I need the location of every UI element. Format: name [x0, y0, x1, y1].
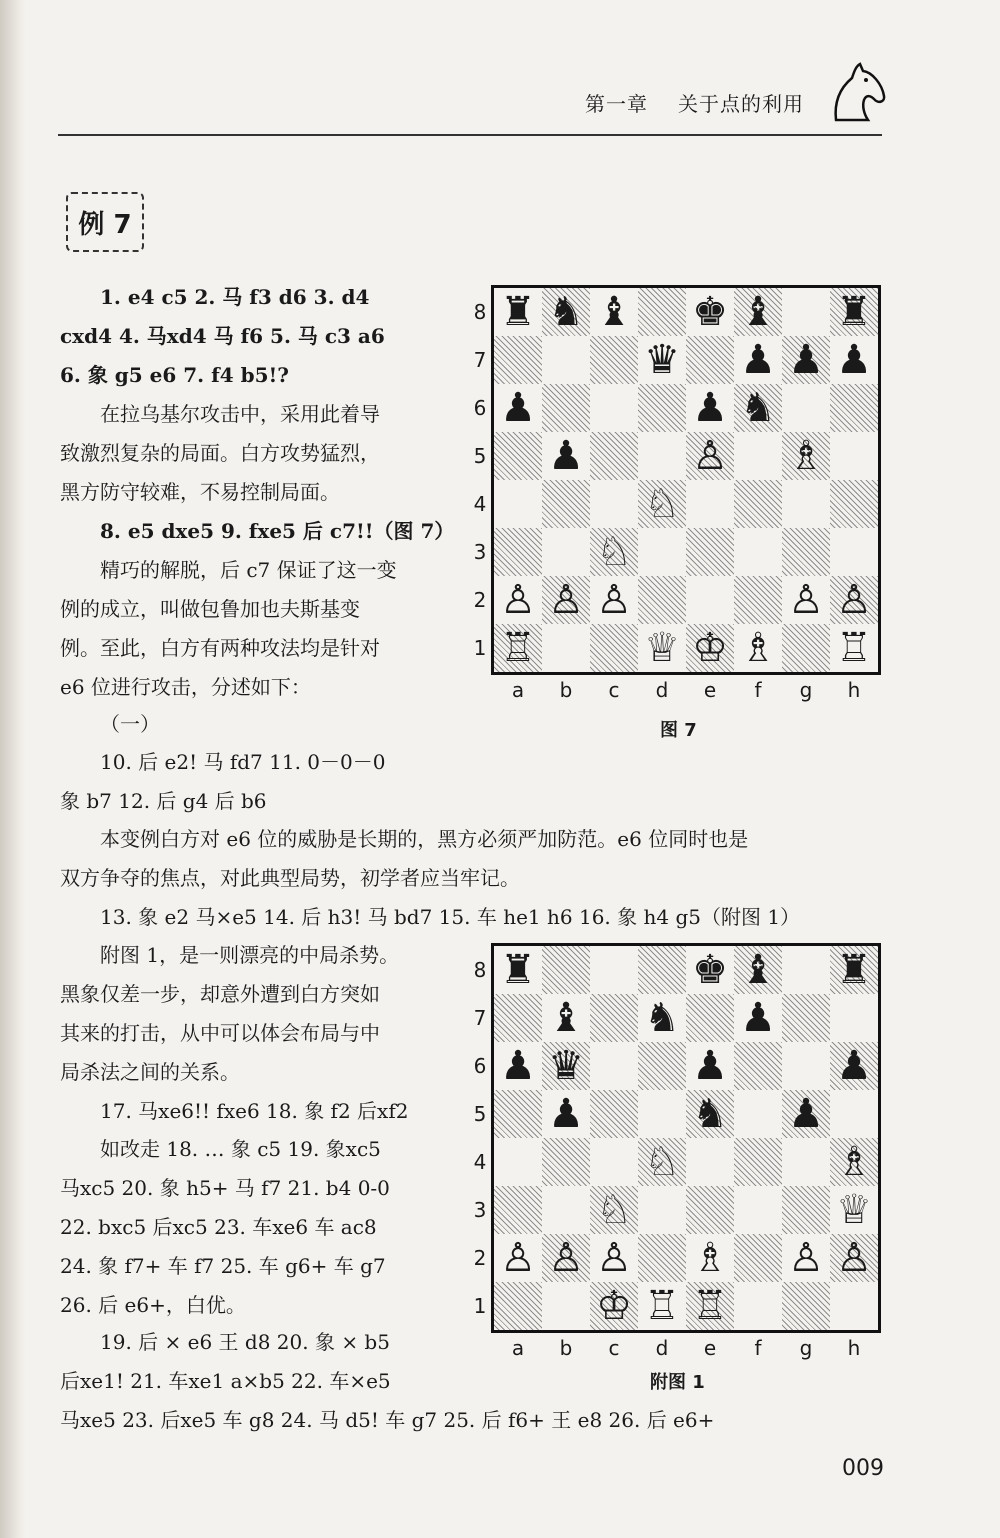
white-rook-icon: ♖ [500, 625, 536, 671]
text-line: 13. 象 e2 马×e5 14. 后 h3! 马 bd7 15. 车 he1 h6 16. 象 h4 g5（附图 1） [100, 905, 801, 929]
board-square [782, 1138, 830, 1186]
black-rook-icon: ♜ [500, 947, 536, 993]
board-square [686, 336, 734, 384]
board-square [830, 528, 878, 576]
text-line: 精巧的解脱，后 c7 保证了这一变 [100, 558, 397, 582]
white-bishop-icon: ♗ [692, 1235, 728, 1281]
text-line: 局杀法之间的关系。 [60, 1060, 240, 1084]
black-king-icon: ♚ [692, 947, 728, 993]
text-line: 本变例白方对 e6 位的威胁是长期的，黑方必须严加防范。e6 位同时也是 [100, 827, 749, 851]
black-pawn-icon: ♟ [692, 1043, 728, 1089]
file-label: a [511, 1336, 525, 1360]
board-square [686, 994, 734, 1042]
board-square [638, 1186, 686, 1234]
white-rook-icon: ♖ [836, 625, 872, 671]
board-square [782, 624, 830, 672]
black-pawn-icon: ♟ [788, 337, 824, 383]
board-square [638, 288, 686, 336]
board-square [734, 1186, 782, 1234]
board-square [734, 1090, 782, 1138]
black-rook-icon: ♜ [500, 289, 536, 335]
white-bishop-icon: ♗ [740, 625, 776, 671]
white-pawn-icon: ♙ [836, 577, 872, 623]
rank-label: 1 [473, 636, 487, 660]
board-square [734, 1234, 782, 1282]
rank-label: 6 [473, 1054, 487, 1078]
chapter-title: 关于点的利用 [678, 92, 804, 116]
board-square [686, 528, 734, 576]
rank-label: 8 [473, 958, 487, 982]
white-pawn-icon: ♙ [596, 577, 632, 623]
file-label: e [703, 1336, 717, 1360]
white-pawn-icon: ♙ [596, 1235, 632, 1281]
rank-label: 3 [473, 540, 487, 564]
white-knight-icon: ♘ [596, 1187, 632, 1233]
white-rook-icon: ♖ [644, 1283, 680, 1329]
black-knight-icon: ♞ [644, 995, 680, 1041]
board-square [590, 1090, 638, 1138]
black-bishop-icon: ♝ [740, 289, 776, 335]
text-line: （一） [100, 712, 160, 736]
board-square [830, 994, 878, 1042]
board-square [590, 384, 638, 432]
board-square [734, 432, 782, 480]
text-line: 致激烈复杂的局面。白方攻势猛烈， [60, 441, 380, 465]
text-line: 6. 象 g5 e6 7. f4 b5!? [60, 363, 289, 387]
board-square [590, 624, 638, 672]
board-square [542, 384, 590, 432]
board-square [830, 384, 878, 432]
rank-label: 6 [473, 396, 487, 420]
file-label: h [847, 678, 861, 702]
board-square [494, 336, 542, 384]
board-square [638, 1234, 686, 1282]
black-pawn-icon: ♟ [500, 1043, 536, 1089]
black-queen-icon: ♛ [644, 337, 680, 383]
text-line: 马xe5 23. 后xe5 车 g8 24. 马 d5! 车 g7 25. 后 f6+ 王 e8 26. 后 e6+ [60, 1408, 715, 1432]
white-bishop-icon: ♗ [836, 1139, 872, 1185]
file-label: g [799, 678, 813, 702]
white-pawn-icon: ♙ [500, 577, 536, 623]
text-line: 如改走 18. … 象 c5 19. 象xc5 [100, 1137, 381, 1161]
board-square [830, 480, 878, 528]
white-pawn-icon: ♙ [692, 433, 728, 479]
rank-label: 7 [473, 348, 487, 372]
board-square [494, 1186, 542, 1234]
rank-label: 3 [473, 1198, 487, 1222]
white-pawn-icon: ♙ [548, 1235, 584, 1281]
diagram-caption-7: 图 7 [660, 720, 697, 741]
board-square [542, 336, 590, 384]
board-square [542, 946, 590, 994]
board-square [734, 1042, 782, 1090]
board-square [542, 480, 590, 528]
board-square [590, 432, 638, 480]
board-square [638, 576, 686, 624]
white-queen-icon: ♕ [836, 1187, 872, 1233]
rank-label: 1 [473, 1294, 487, 1318]
file-label: h [847, 1336, 861, 1360]
text-line: 其来的打击，从中可以体会布局与中 [60, 1021, 380, 1045]
rank-label: 2 [473, 1246, 487, 1270]
white-queen-icon: ♕ [644, 625, 680, 671]
white-pawn-icon: ♙ [500, 1235, 536, 1281]
rank-label: 2 [473, 588, 487, 612]
rank-label: 4 [473, 492, 487, 516]
running-header [585, 88, 804, 117]
white-king-icon: ♔ [692, 625, 728, 671]
black-pawn-icon: ♟ [740, 337, 776, 383]
black-bishop-icon: ♝ [548, 995, 584, 1041]
rank-label: 7 [473, 1006, 487, 1030]
board-square [590, 994, 638, 1042]
file-label: d [655, 678, 669, 702]
board-square [638, 946, 686, 994]
text-line: 22. bxc5 后xc5 23. 车xe6 车 ac8 [60, 1215, 377, 1239]
board-square [494, 1138, 542, 1186]
white-pawn-icon: ♙ [788, 1235, 824, 1281]
board-square [590, 480, 638, 528]
black-king-icon: ♚ [692, 289, 728, 335]
board-square [542, 528, 590, 576]
board-square [542, 1138, 590, 1186]
board-square [782, 1282, 830, 1330]
text-line: 19. 后 × e6 王 d8 20. 象 × b5 [100, 1330, 390, 1354]
board-square [830, 1282, 878, 1330]
rank-label: 5 [473, 1102, 487, 1126]
board-square [542, 1282, 590, 1330]
rank-label: 8 [473, 300, 487, 324]
board-square [734, 576, 782, 624]
rank-label: 4 [473, 1150, 487, 1174]
black-knight-icon: ♞ [740, 385, 776, 431]
text-line: 马xc5 20. 象 h5+ 马 f7 21. b4 0-0 [60, 1176, 390, 1200]
board-square [590, 336, 638, 384]
board-square [782, 288, 830, 336]
black-knight-icon: ♞ [692, 1091, 728, 1137]
text-line: 黑方防守较难，不易控制局面。 [60, 480, 340, 504]
text-line: 1. e4 c5 2. 马 f3 d6 3. d4 [100, 285, 370, 309]
board-square [686, 1138, 734, 1186]
text-line: e6 位进行攻击，分述如下： [60, 675, 311, 699]
white-king-icon: ♔ [596, 1283, 632, 1329]
black-rook-icon: ♜ [836, 289, 872, 335]
text-line: 在拉乌基尔攻击中，采用此着导 [100, 402, 380, 426]
text-line: 8. e5 dxe5 9. fxe5 后 c7!!（图 7） [100, 519, 455, 543]
white-rook-icon: ♖ [692, 1283, 728, 1329]
board-square [830, 1090, 878, 1138]
black-pawn-icon: ♟ [500, 385, 536, 431]
black-bishop-icon: ♝ [596, 289, 632, 335]
black-pawn-icon: ♟ [692, 385, 728, 431]
board-square [590, 946, 638, 994]
board-square [542, 1186, 590, 1234]
board-square [638, 1042, 686, 1090]
white-knight-icon: ♘ [644, 1139, 680, 1185]
text-line: 26. 后 e6+，白优。 [60, 1293, 246, 1317]
board-square [638, 1090, 686, 1138]
board-square [494, 1282, 542, 1330]
black-pawn-icon: ♟ [836, 337, 872, 383]
board-square [494, 1090, 542, 1138]
board-square [494, 528, 542, 576]
board-square [782, 1186, 830, 1234]
black-bishop-icon: ♝ [740, 947, 776, 993]
file-label: c [608, 678, 620, 702]
white-bishop-icon: ♗ [788, 433, 824, 479]
text-line: 双方争夺的焦点，对此典型局势，初学者应当牢记。 [60, 866, 520, 890]
board-square [734, 528, 782, 576]
black-pawn-icon: ♟ [836, 1043, 872, 1089]
diagram-caption-appendix-1: 附图 1 [650, 1372, 705, 1393]
board-square [782, 384, 830, 432]
board-square [782, 480, 830, 528]
board-square [638, 528, 686, 576]
board-square [782, 946, 830, 994]
text-line: 24. 象 f7+ 车 f7 25. 车 g6+ 车 g7 [60, 1254, 386, 1278]
board-square [686, 576, 734, 624]
text-line: 后xe1! 21. 车xe1 a×b5 22. 车×e5 [60, 1369, 391, 1393]
page-number: 009 [842, 1456, 884, 1481]
file-label: b [559, 678, 573, 702]
board-square [542, 624, 590, 672]
text-line: 附图 1，是一则漂亮的中局杀势。 [100, 943, 400, 967]
black-knight-icon: ♞ [548, 289, 584, 335]
text-line: 象 b7 12. 后 g4 后 b6 [60, 789, 267, 813]
white-pawn-icon: ♙ [548, 577, 584, 623]
board-square [734, 1138, 782, 1186]
white-pawn-icon: ♙ [836, 1235, 872, 1281]
chapter-label: 第一章 [585, 92, 648, 116]
board-square [638, 432, 686, 480]
file-label: a [511, 678, 525, 702]
white-knight-icon: ♘ [644, 481, 680, 527]
file-label: e [703, 678, 717, 702]
black-pawn-icon: ♟ [788, 1091, 824, 1137]
text-line: 例。至此，白方有两种攻法均是针对 [60, 636, 380, 660]
text-line: cxd4 4. 马xd4 马 f6 5. 马 c3 a6 [60, 324, 385, 348]
page-binding-shadow [0, 0, 26, 1538]
knight-logo-icon [830, 62, 886, 122]
board-square [782, 528, 830, 576]
text-line: 10. 后 e2! 马 fd7 11. 0－0－0 [100, 750, 386, 774]
black-pawn-icon: ♟ [740, 995, 776, 1041]
board-square [494, 480, 542, 528]
file-label: b [559, 1336, 573, 1360]
board-square [590, 1042, 638, 1090]
text-line: 17. 马xe6!! fxe6 18. 象 f2 后xf2 [100, 1099, 409, 1123]
board-square [782, 1042, 830, 1090]
rank-label: 5 [473, 444, 487, 468]
file-label: d [655, 1336, 669, 1360]
black-rook-icon: ♜ [836, 947, 872, 993]
board-square [638, 384, 686, 432]
text-line: 例的成立，叫做包鲁加也夫斯基变 [60, 597, 360, 621]
text-line: 黑象仅差一步，却意外遭到白方突如 [60, 982, 380, 1006]
file-label: g [799, 1336, 813, 1360]
example-label: 例 7 [66, 192, 144, 252]
header-rule [58, 134, 882, 136]
board-square [734, 1282, 782, 1330]
black-queen-icon: ♛ [548, 1043, 584, 1089]
board-square [686, 1186, 734, 1234]
board-square [830, 432, 878, 480]
board-square [494, 994, 542, 1042]
board-square [734, 480, 782, 528]
board-square [782, 994, 830, 1042]
black-pawn-icon: ♟ [548, 1091, 584, 1137]
file-label: f [754, 678, 762, 702]
board-square [494, 432, 542, 480]
board-square [590, 1138, 638, 1186]
board-square [686, 480, 734, 528]
black-pawn-icon: ♟ [548, 433, 584, 479]
white-pawn-icon: ♙ [788, 577, 824, 623]
file-label: c [608, 1336, 620, 1360]
white-knight-icon: ♘ [596, 529, 632, 575]
file-label: f [754, 1336, 762, 1360]
